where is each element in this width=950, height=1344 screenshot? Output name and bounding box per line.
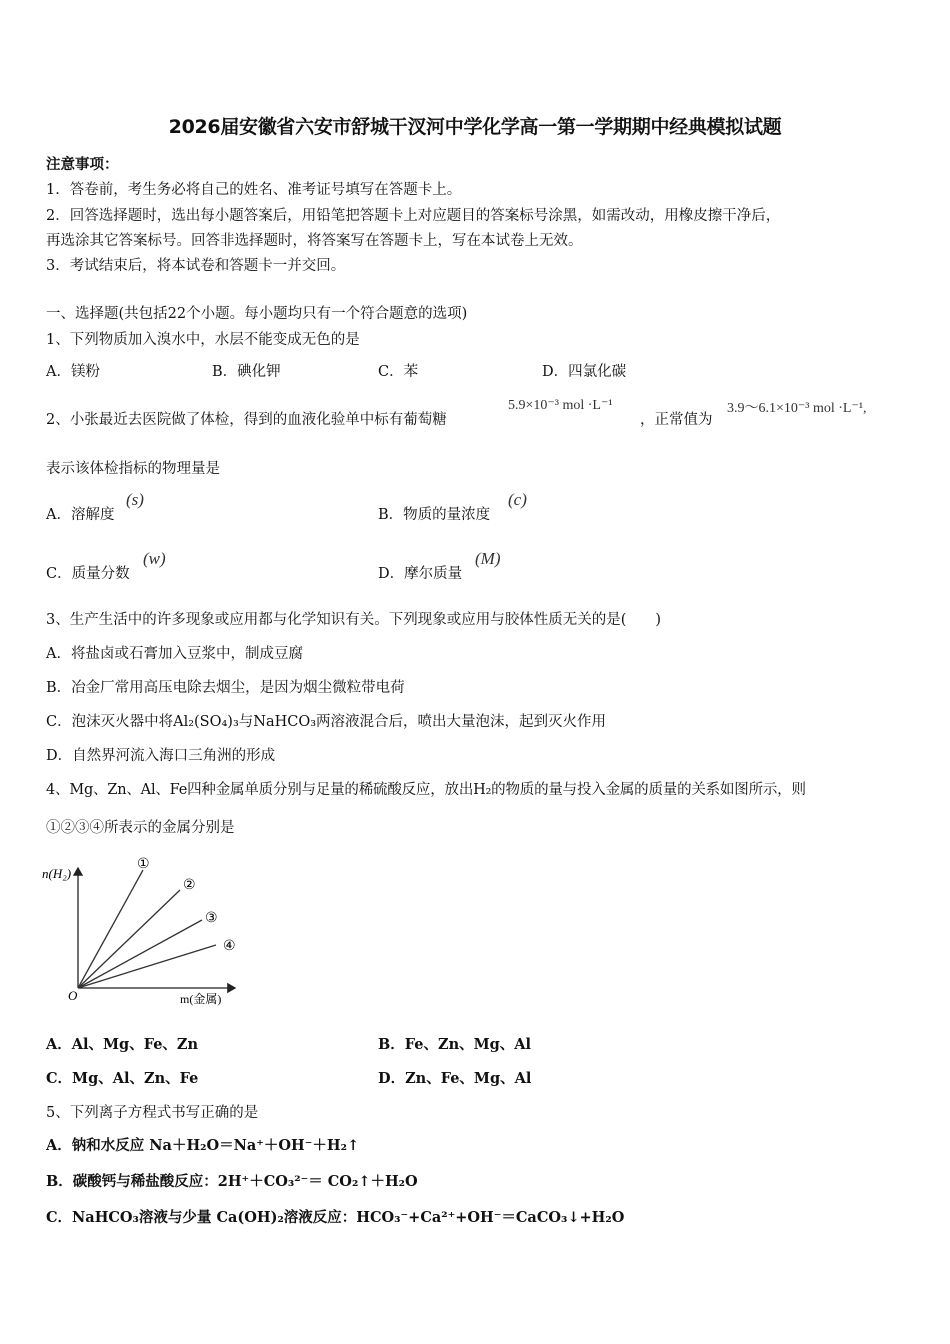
line-3-label: ③ [205, 910, 218, 926]
question-5-option-a: A．钠和水反应 Na＋H₂O＝Na⁺＋OH⁻＋H₂↑ [46, 1137, 360, 1154]
question-1-option-c: C．苯 [378, 364, 419, 380]
question-2-value: 5.9×10⁻³ mol ·L⁻¹ [508, 398, 613, 413]
question-2-stem-a: 2、小张最近去医院做了体检，得到的血液化验单中标有葡萄糖 [46, 412, 447, 428]
question-1-option-a: A．镁粉 [46, 364, 100, 380]
origin-label: O [68, 988, 78, 1003]
notice-item-2a: 2．回答选择题时，选出每小题答案后，用铅笔把答题卡上对应题目的答案标号涂黑，如需改动，用橡皮擦干净后， [46, 208, 781, 224]
question-2-stem-c: 表示该体检指标的物理量是 [46, 461, 220, 477]
question-3-stem: 3、生产生活中的许多现象或应用都与化学知识有关。下列现象或应用与胶体性质无关的是( ) [46, 612, 662, 628]
question-1-option-b: B．碘化钾 [212, 364, 281, 380]
line-1-label: ① [137, 856, 150, 872]
question-3-option-c: C．泡沫灭火器中将Al₂(SO₄)₃与NaHCO₃两溶液混合后，喷出大量泡沫，起到灭火作用 [46, 714, 607, 730]
question-2-option-b: B．物质的量浓度 [378, 507, 491, 523]
line-4-label: ④ [223, 938, 236, 954]
question-2-option-b-symbol: (c) [508, 490, 527, 509]
question-2-range: 3.9～6.1×10⁻³ mol ·L⁻¹, [727, 401, 867, 416]
question-2-option-a-symbol: (s) [126, 490, 144, 509]
question-2-option-c: C．质量分数 [46, 566, 130, 582]
line-2 [78, 890, 180, 988]
question-4-option-c: C．Mg、Al、Zn、Fe [46, 1070, 199, 1087]
notice-item-2b: 再选涂其它答案标号。回答非选择题时，将答案写在答题卡上，写在本试卷上无效。 [46, 233, 583, 249]
question-5-option-c: C．NaHCO₃溶液与少量 Ca(OH)₂溶液反应：HCO₃⁻+Ca²⁺+OH⁻＝CaCO₃↓+H₂O [46, 1209, 625, 1226]
question-3-option-d: D．自然界河流入海口三角洲的形成 [46, 748, 276, 764]
notice-heading: 注意事项： [46, 156, 119, 173]
question-3-option-a: A．将盐卤或石膏加入豆浆中，制成豆腐 [46, 646, 303, 662]
question-2-stem-b: ，正常值为 [640, 412, 713, 428]
question-1-option-d: D．四氯化碳 [542, 364, 627, 380]
question-2-option-c-symbol: (w) [143, 549, 166, 568]
question-4-option-d: D．Zn、Fe、Mg、Al [378, 1070, 532, 1087]
question-4-stem-a: 4、Mg、Zn、Al、Fe四种金属单质分别与足量的稀硫酸反应，放出H₂的物质的量与投入金属的质量的关系如图所示，则 [46, 782, 806, 798]
question-2-option-a: A．溶解度 [46, 507, 115, 523]
x-axis-label: m(金属) [180, 992, 222, 1006]
question-3-option-b: B．冶金厂常用高压电除去烟尘，是因为烟尘微粒带电荷 [46, 680, 405, 696]
question-5-stem: 5、下列离子方程式书写正确的是 [46, 1105, 259, 1121]
question-4-option-b: B．Fe、Zn、Mg、Al [378, 1036, 532, 1053]
line-2-label: ② [183, 877, 196, 893]
question-1-stem: 1、下列物质加入溴水中，水层不能变成无色的是 [46, 332, 360, 348]
notice-item-3: 3．考试结束后，将本试卷和答题卡一并交回。 [46, 258, 346, 274]
y-axis-label: n(H₂) [42, 866, 72, 881]
metal-hydrogen-graph [40, 850, 250, 1010]
question-2-option-d: D．摩尔质量 [378, 566, 463, 582]
question-5-option-b: B．碳酸钙与稀盐酸反应：2H⁺＋CO₃²⁻＝ CO₂↑＋H₂O [46, 1173, 418, 1190]
page-title: 2026届安徽省六安市舒城干汊河中学化学高一第一学期期中经典模拟试题 [168, 116, 782, 138]
section-heading: 一、选择题(共包括22个小题。每小题均只有一个符合题意的选项) [46, 306, 468, 322]
question-4-option-a: A．Al、Mg、Fe、Zn [46, 1036, 199, 1053]
question-4-stem-b: ①②③④所表示的金属分别是 [46, 820, 235, 836]
notice-item-1: 1．答卷前，考生务必将自己的姓名、准考证号填写在答题卡上。 [46, 182, 462, 198]
question-2-option-d-symbol: (M) [475, 549, 501, 568]
